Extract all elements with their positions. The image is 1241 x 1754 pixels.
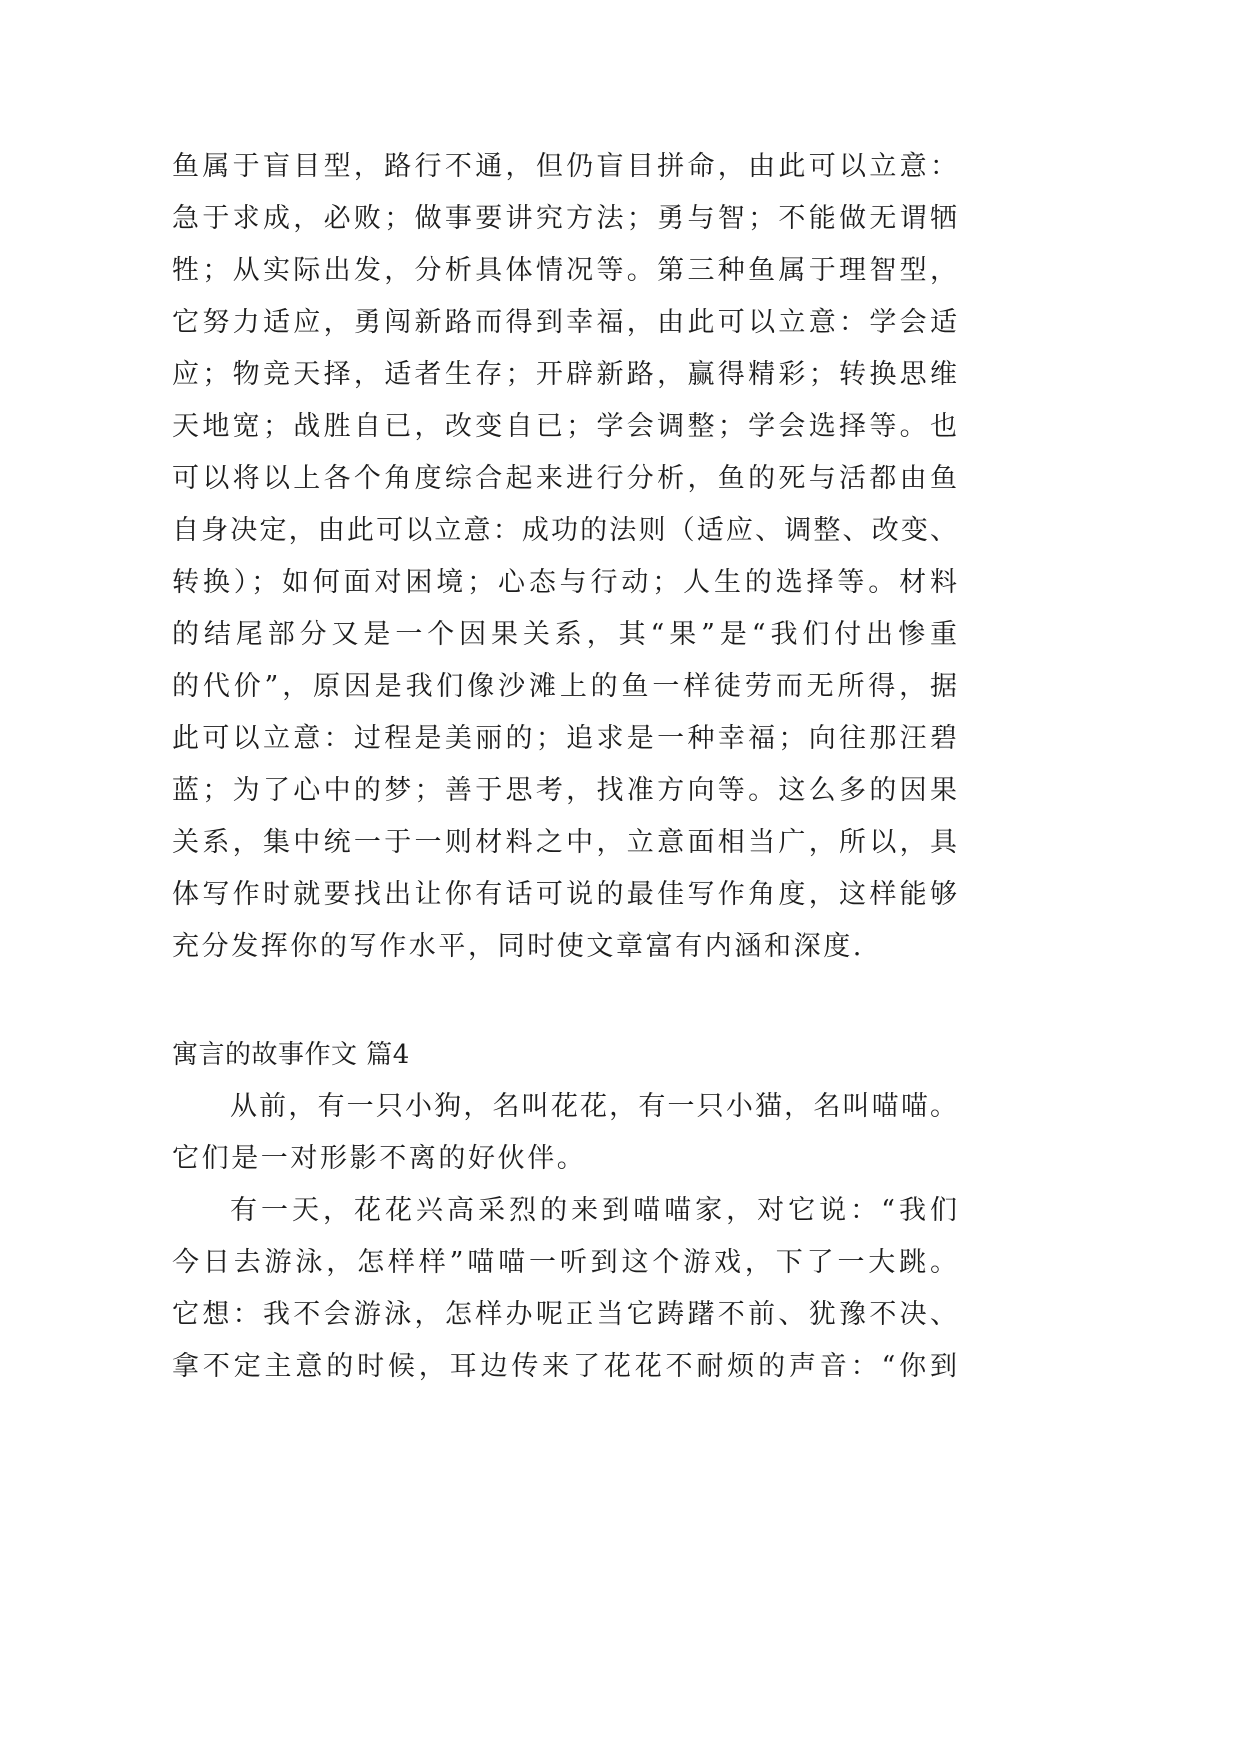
text-line: 拿不定主意的时候，耳边传来了花花不耐烦的声音：“你到 [172,1351,957,1382]
section-4 [172,1029,957,1393]
text-line: 天地宽；战胜自已，改变自已；学会调整；学会选择等。也 [172,411,957,442]
text-line: 充分发挥你的写作水平，同时使文章富有内涵和深度. [172,931,864,962]
text-line: 的代价”，原因是我们像沙滩上的鱼一样徒劳而无所得，据 [172,671,957,702]
text-line: 鱼属于盲目型，路行不通，但仍盲目拼命，由此可以立意： [172,151,957,182]
text-line: 可以将以上各个角度综合起来进行分析，鱼的死与活都由鱼 [172,463,957,494]
text-line: 今日去游泳，怎样样”喵喵一听到这个游戏，下了一大跳。 [172,1247,957,1278]
text-line: 它们是一对形影不离的好伙伴。 [172,1143,587,1174]
text-line: 自身决定，由此可以立意：成功的法则（适应、调整、改变、 [172,515,957,546]
body-text [172,141,957,973]
text-line: 它努力适应，勇闯新路而得到幸福，由此可以立意：学会适 [172,307,957,338]
text-line: 的结尾部分又是一个因果关系，其“果”是“我们付出惨重 [172,619,957,650]
text-line: 牲；从实际出发，分析具体情况等。第三种鱼属于理智型， [172,255,957,286]
paragraph-first-line: 从前，有一只小狗，名叫花花，有一只小猫，名叫喵喵。 [230,1091,957,1122]
text-line: 急于求成，必败；做事要讲究方法；勇与智；不能做无谓牺 [172,203,957,234]
text-line: 体写作时就要找出让你有话可说的最佳写作角度，这样能够 [172,879,957,910]
paragraph-first-line: 有一天，花花兴高采烈的来到喵喵家，对它说：“我们 [230,1195,957,1226]
text-line: 蓝；为了心中的梦；善于思考，找准方向等。这么多的因果 [172,775,957,806]
text-line: 它想：我不会游泳，怎样办呢正当它踌躇不前、犹豫不决、 [172,1299,957,1330]
text-line: 关系，集中统一于一则材料之中，立意面相当广，所以，具 [172,827,957,858]
section-heading: 寓言的故事作文 篇4 [172,1040,410,1070]
text-line: 应；物竞天择，适者生存；开辟新路，赢得精彩；转换思维 [172,359,957,390]
text-line: 此可以立意：过程是美丽的；追求是一种幸福；向往那汪碧 [172,723,957,754]
text-line: 转换）；如何面对困境；心态与行动；人生的选择等。材料 [172,567,957,598]
